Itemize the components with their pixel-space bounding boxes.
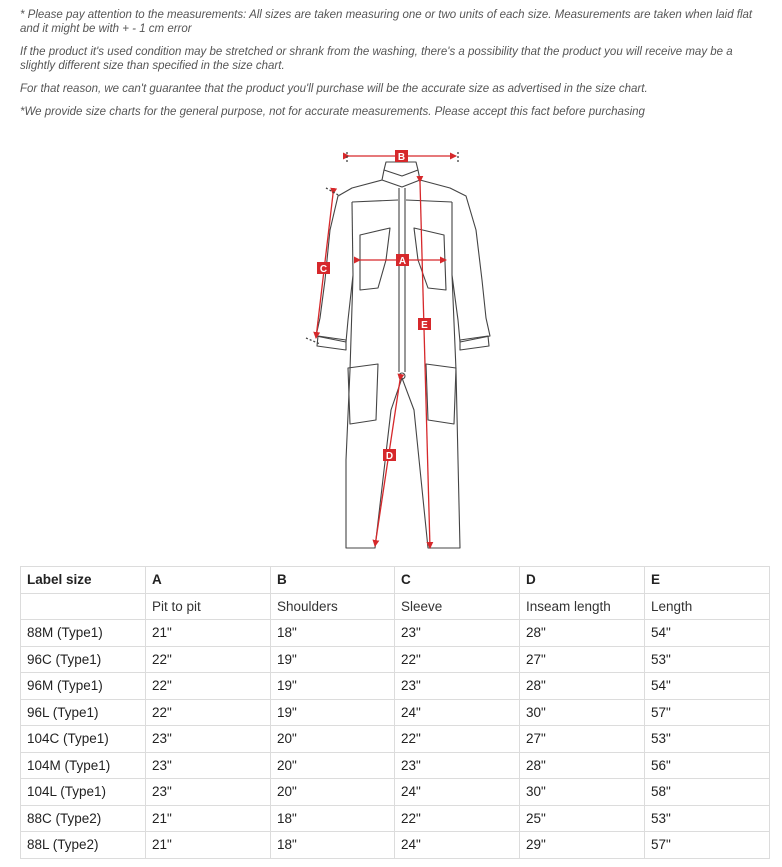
cell-e: 56" bbox=[645, 752, 770, 779]
cell-d: 28" bbox=[520, 673, 645, 700]
cell-e: 53" bbox=[645, 726, 770, 753]
coverall-measurement-diagram bbox=[0, 140, 782, 558]
subheader-pit-to-pit: Pit to pit bbox=[146, 593, 271, 620]
cell-a: 21" bbox=[146, 832, 271, 859]
cell-label-size: 96M (Type1) bbox=[21, 673, 146, 700]
cell-c: 23" bbox=[395, 752, 520, 779]
label-a: A bbox=[398, 256, 407, 267]
cell-d: 28" bbox=[520, 752, 645, 779]
label-c: C bbox=[319, 264, 328, 275]
table-row bbox=[21, 779, 770, 806]
cell-label-size: 104M (Type1) bbox=[21, 752, 146, 779]
cell-c: 24" bbox=[395, 832, 520, 859]
cell-a: 23" bbox=[146, 752, 271, 779]
cell-a: 21" bbox=[146, 805, 271, 832]
measure-d-line bbox=[375, 380, 400, 546]
table-header-row bbox=[21, 567, 770, 594]
cell-b: 20" bbox=[271, 752, 395, 779]
cell-d: 30" bbox=[520, 779, 645, 806]
note-used-condition: If the product it's used condition may be stretched or shrank from the washing, there's a possibility that the product you will receive may be a slightly different size than specified in the size chart. bbox=[20, 46, 733, 72]
cell-b: 19" bbox=[271, 699, 395, 726]
table-row bbox=[21, 646, 770, 673]
cell-b: 18" bbox=[271, 805, 395, 832]
label-d: D bbox=[385, 451, 394, 462]
cell-c: 23" bbox=[395, 673, 520, 700]
subheader-inseam-length: Inseam length bbox=[520, 593, 645, 620]
cell-b: 20" bbox=[271, 779, 395, 806]
table-row bbox=[21, 805, 770, 832]
cell-c: 22" bbox=[395, 726, 520, 753]
cell-b: 18" bbox=[271, 832, 395, 859]
cell-c: 24" bbox=[395, 699, 520, 726]
cell-c: 22" bbox=[395, 805, 520, 832]
label-b: B bbox=[397, 152, 406, 163]
header-a: A bbox=[146, 567, 271, 594]
subheader-sleeve: Sleeve bbox=[395, 593, 520, 620]
note-measurement-error: * Please pay attention to the measurements: All sizes are taken measuring one or two units of each size. Measurements are taken when laid flat and it might be with + - 1 cm error bbox=[20, 9, 753, 35]
cell-label-size: 96C (Type1) bbox=[21, 646, 146, 673]
table-subheader-row bbox=[21, 593, 770, 620]
label-e: E bbox=[421, 320, 428, 331]
cell-a: 21" bbox=[146, 620, 271, 647]
cell-a: 23" bbox=[146, 779, 271, 806]
subheader-empty bbox=[21, 593, 146, 620]
measurement-labels bbox=[317, 150, 431, 462]
note-general-purpose: *We provide size charts for the general purpose, not for accurate measurements. Please accept this fact before purchasing bbox=[20, 106, 645, 118]
size-chart-table bbox=[20, 566, 770, 859]
cell-label-size: 88C (Type2) bbox=[21, 805, 146, 832]
subheader-length: Length bbox=[645, 593, 770, 620]
cell-d: 27" bbox=[520, 646, 645, 673]
cell-d: 25" bbox=[520, 805, 645, 832]
cell-d: 27" bbox=[520, 726, 645, 753]
header-e: E bbox=[645, 567, 770, 594]
subheader-shoulders: Shoulders bbox=[271, 593, 395, 620]
cell-label-size: 96L (Type1) bbox=[21, 699, 146, 726]
cell-a: 23" bbox=[146, 726, 271, 753]
measure-e-line bbox=[420, 182, 430, 548]
cell-a: 22" bbox=[146, 699, 271, 726]
cell-b: 20" bbox=[271, 726, 395, 753]
measurement-notes bbox=[20, 8, 768, 128]
cell-b: 19" bbox=[271, 673, 395, 700]
cell-c: 24" bbox=[395, 779, 520, 806]
cell-label-size: 104C (Type1) bbox=[21, 726, 146, 753]
table-row bbox=[21, 832, 770, 859]
table-row bbox=[21, 699, 770, 726]
cell-d: 30" bbox=[520, 699, 645, 726]
cell-a: 22" bbox=[146, 646, 271, 673]
cell-b: 19" bbox=[271, 646, 395, 673]
header-d: D bbox=[520, 567, 645, 594]
cell-e: 53" bbox=[645, 646, 770, 673]
cell-e: 57" bbox=[645, 832, 770, 859]
cell-e: 57" bbox=[645, 699, 770, 726]
cell-label-size: 104L (Type1) bbox=[21, 779, 146, 806]
cell-b: 18" bbox=[271, 620, 395, 647]
cell-e: 58" bbox=[645, 779, 770, 806]
table-row bbox=[21, 752, 770, 779]
note-no-guarantee: For that reason, we can't guarantee that the product you'll purchase will be the accurate size as advertised in the size chart. bbox=[20, 83, 648, 95]
cell-label-size: 88L (Type2) bbox=[21, 832, 146, 859]
coverall-outline bbox=[316, 162, 490, 548]
header-b: B bbox=[271, 567, 395, 594]
cell-e: 54" bbox=[645, 620, 770, 647]
cell-e: 53" bbox=[645, 805, 770, 832]
header-label-size: Label size bbox=[21, 567, 146, 594]
cell-d: 28" bbox=[520, 620, 645, 647]
cell-a: 22" bbox=[146, 673, 271, 700]
cell-c: 22" bbox=[395, 646, 520, 673]
cell-label-size: 88M (Type1) bbox=[21, 620, 146, 647]
table-row bbox=[21, 620, 770, 647]
header-c: C bbox=[395, 567, 520, 594]
cell-d: 29" bbox=[520, 832, 645, 859]
table-row bbox=[21, 673, 770, 700]
cell-e: 54" bbox=[645, 673, 770, 700]
table-row bbox=[21, 726, 770, 753]
cell-c: 23" bbox=[395, 620, 520, 647]
